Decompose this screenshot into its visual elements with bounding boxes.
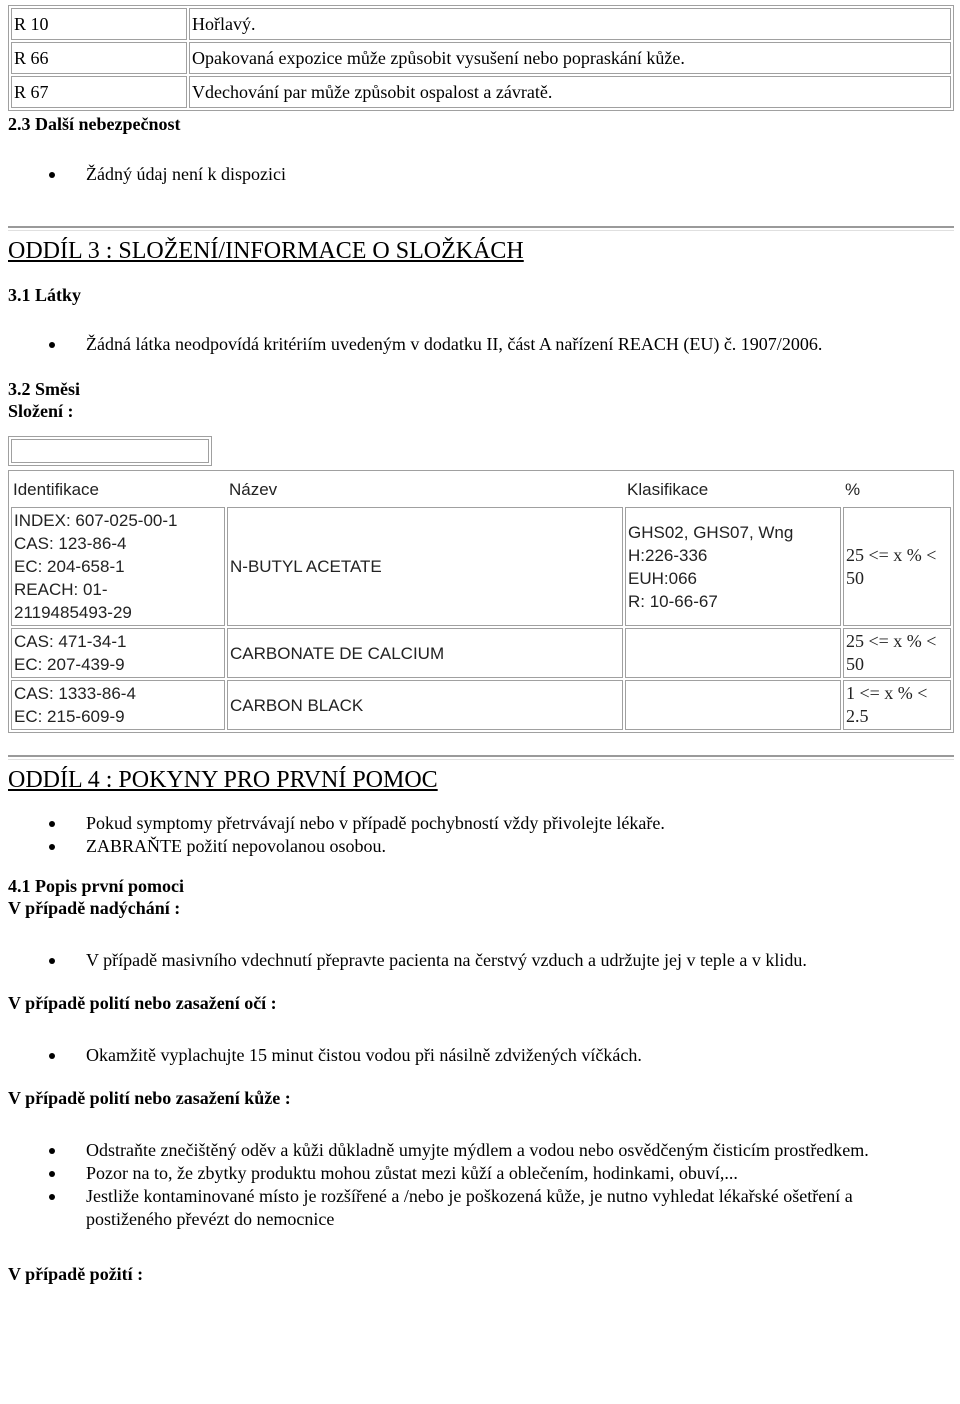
table-row <box>11 628 951 678</box>
id-line: CAS: 1333-86-4 <box>14 684 136 703</box>
id-line: CAS: 471-34-1 <box>14 632 127 651</box>
inhalation-label: V případě nadýchání : <box>8 898 181 918</box>
id-line: CAS: 123-86-4 <box>14 534 127 553</box>
class-line: R: 10-66-67 <box>628 591 718 611</box>
header-percent: % <box>845 479 861 499</box>
id-line: EC: 207-439-9 <box>14 655 125 674</box>
skin-label: V případě polití nebo zasažení kůže : <box>8 1088 291 1108</box>
id-line: REACH: 01- <box>14 580 108 599</box>
r-text: Hořlavý. <box>189 8 951 40</box>
section-divider <box>8 226 954 231</box>
r-text: Opakovaná expozice může způsobit vysušení nebo popraskání kůže. <box>189 42 951 74</box>
name-cell: CARBONATE DE CALCIUM <box>227 628 623 678</box>
list-item: Žádný údaj není k dispozici <box>8 163 954 186</box>
class-line: GHS02, GHS07, Wng <box>628 522 794 542</box>
class-line: EUH:066 <box>628 568 697 588</box>
inhalation-list <box>8 949 954 972</box>
document-page <box>8 5 954 1285</box>
composition-label: Složení : <box>8 401 74 421</box>
list-item: V případě masivního vdechnutí přepravte pacienta na čerstvý vzduch a udržujte jej v teple a v klidu. <box>8 949 954 972</box>
subsection-2-3-list <box>8 163 954 186</box>
pct-line: 25 <= x % < <box>846 544 937 565</box>
section-4-intro-list <box>8 812 954 858</box>
id-line: EC: 215-609-9 <box>14 707 125 726</box>
r-code: R 10 <box>11 8 187 40</box>
percent-cell <box>843 507 951 626</box>
class-line: H:226-336 <box>628 545 708 565</box>
subsection-3-2-title: 3.2 Směsi <box>8 379 80 399</box>
skin-list <box>8 1139 888 1231</box>
list-item: ZABRAŇTE požití nepovolanou osobou. <box>8 835 954 858</box>
eye-list <box>8 1044 954 1067</box>
section-4-heading: ODDÍL 4 : POKYNY PRO PRVNÍ POMOC <box>8 767 438 793</box>
classification-cell <box>625 507 841 626</box>
section-divider <box>8 755 954 760</box>
list-item: Pozor na to, že zbytky produktu mohou zůstat mezi kůží a oblečením, hodinkami, obuví,... <box>8 1162 888 1185</box>
identification-cell <box>11 628 225 678</box>
empty-box <box>8 436 212 466</box>
section-3-heading: ODDÍL 3 : SLOŽENÍ/INFORMACE O SLOŽKÁCH <box>8 238 524 264</box>
percent-cell <box>843 680 951 730</box>
identification-cell <box>11 680 225 730</box>
classification-cell <box>625 628 841 678</box>
table-row <box>11 680 951 730</box>
pct-line: 25 <= x % < <box>846 631 937 651</box>
header-identification: Identifikace <box>13 479 99 499</box>
header-name: Název <box>229 479 278 499</box>
r-phrases-table <box>8 5 954 111</box>
header-classification: Klasifikace <box>627 479 709 499</box>
subsection-2-3-title: 2.3 Další nebezpečnost <box>8 114 181 134</box>
table-row <box>11 76 951 108</box>
id-line: EC: 204-658-1 <box>14 557 125 576</box>
classification-cell <box>625 680 841 730</box>
list-item: Jestliže kontaminované místo je rozšířené a /nebo je poškozená kůže, je nutno vyhledat lékařské ošetření a postiženého převézt do nemocnice <box>8 1185 888 1231</box>
r-code: R 66 <box>11 42 187 74</box>
subsection-3-1-title: 3.1 Látky <box>8 285 82 305</box>
id-line: INDEX: 607-025-00-1 <box>14 511 178 530</box>
list-item: Okamžitě vyplachujte 15 minut čistou vodou při násilně zdvižených víčkách. <box>8 1044 954 1067</box>
pct-line: 50 <box>846 567 864 588</box>
identification-cell <box>11 507 225 626</box>
pct-line: 1 <= x % < <box>846 683 928 703</box>
table-row <box>11 507 951 626</box>
list-item: Žádná látka neodpovídá kritériím uvedeným v dodatku II, část A nařízení REACH (EU) č. 1907/2006. <box>8 333 954 356</box>
pct-line: 2.5 <box>846 706 869 726</box>
list-item: Odstraňte znečištěný oděv a kůži důkladně umyjte mýdlem a vodou nebo osvědčeným čisticím prostředkem. <box>8 1139 888 1162</box>
table-row <box>11 42 951 74</box>
subsection-4-1-title: 4.1 Popis první pomoci <box>8 876 185 896</box>
composition-table <box>8 470 954 733</box>
percent-cell <box>843 628 951 678</box>
r-text: Vdechování par může způsobit ospalost a závratě. <box>189 76 951 108</box>
subsection-3-1-list <box>8 333 954 356</box>
ingestion-label: V případě požití : <box>8 1264 144 1284</box>
list-item: Pokud symptomy přetrvávají nebo v případě pochybností vždy přivolejte lékaře. <box>8 812 954 835</box>
r-code: R 67 <box>11 76 187 108</box>
id-line: 2119485493-29 <box>14 603 132 622</box>
name-cell: N-BUTYL ACETATE <box>227 507 623 626</box>
name-cell: CARBON BLACK <box>227 680 623 730</box>
table-row <box>11 8 951 40</box>
eye-label: V případě polití nebo zasažení očí : <box>8 993 277 1013</box>
pct-line: 50 <box>846 654 864 674</box>
table-header-row <box>11 473 951 505</box>
